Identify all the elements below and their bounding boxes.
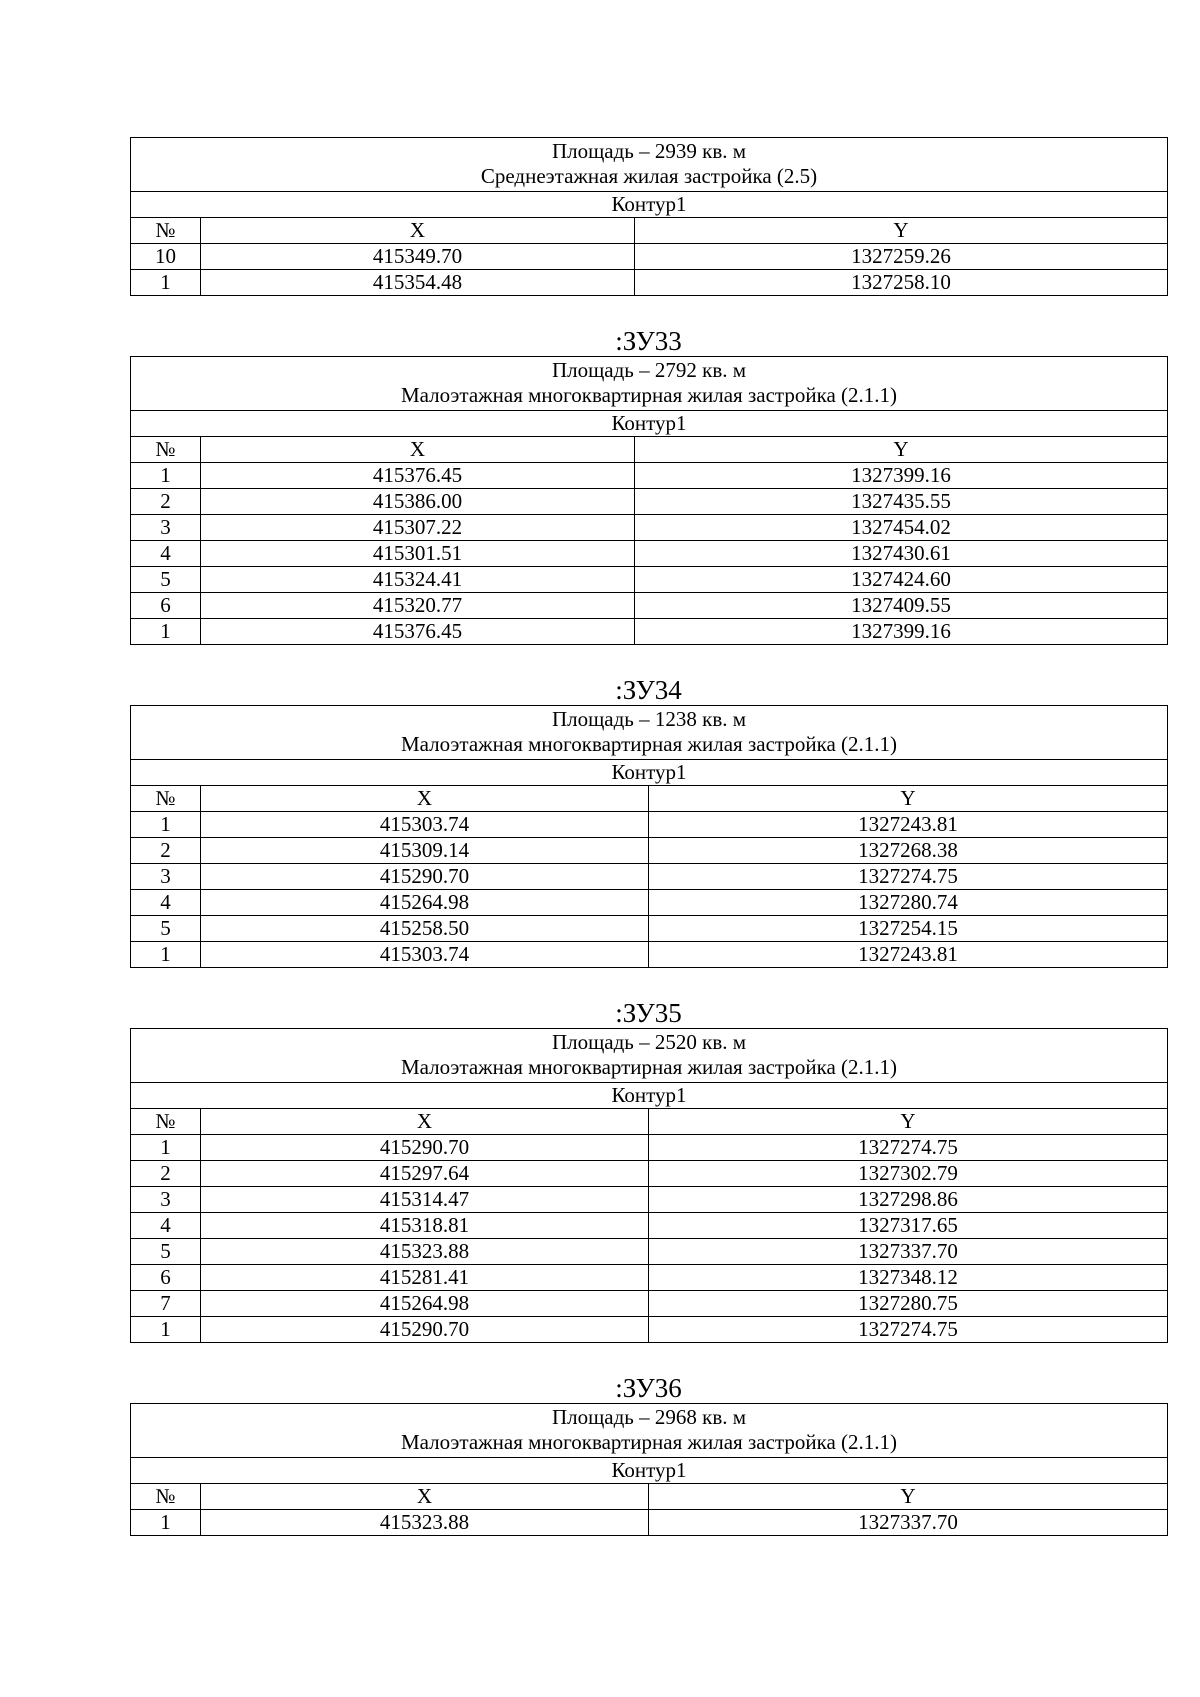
plot-title: :ЗУ35: [615, 998, 682, 1028]
coord-x: 415318.81: [201, 1213, 649, 1239]
plot-block: [130, 137, 1167, 296]
column-header: №: [131, 1484, 201, 1510]
contour-label: Контур1: [131, 192, 1168, 218]
column-header: №: [131, 437, 201, 463]
table-row: [131, 1135, 1168, 1161]
column-header: X: [201, 786, 649, 812]
plot-header: [131, 706, 1168, 760]
coord-y: 1327268.38: [649, 838, 1168, 864]
plot-land-use: Малоэтажная многоквартирная жилая застройка (2.1.1): [400, 732, 898, 756]
coord-y: 1327280.74: [649, 890, 1168, 916]
table-row: [131, 489, 1168, 515]
table-row: [131, 463, 1168, 489]
column-header: Y: [649, 786, 1168, 812]
plot-title: :ЗУ34: [615, 675, 682, 705]
point-number: 5: [131, 916, 201, 942]
plot-block: [130, 998, 1167, 1343]
plot-header: [131, 1029, 1168, 1083]
column-header-row: [131, 218, 1168, 244]
coordinates-table: [130, 137, 1168, 296]
table-row: [131, 619, 1168, 645]
column-header-row: [131, 1484, 1168, 1510]
coord-y: 1327399.16: [635, 619, 1168, 645]
column-header: X: [201, 1484, 649, 1510]
column-header-row: [131, 786, 1168, 812]
table-row: [131, 1265, 1168, 1291]
coord-y: 1327337.70: [649, 1239, 1168, 1265]
coord-x: 415290.70: [201, 864, 649, 890]
coordinates-table: [130, 705, 1168, 968]
coord-x: 415297.64: [201, 1161, 649, 1187]
coord-x: 415281.41: [201, 1265, 649, 1291]
coord-x: 415323.88: [201, 1510, 649, 1536]
plot-title: :ЗУ36: [615, 1373, 682, 1403]
coord-y: 1327274.75: [649, 864, 1168, 890]
coord-x: 415314.47: [201, 1187, 649, 1213]
point-number: 1: [131, 1317, 201, 1343]
plot-area: Площадь – 2968 кв. м: [551, 1405, 747, 1429]
coord-x: 415323.88: [201, 1239, 649, 1265]
table-row: [131, 942, 1168, 968]
plot-land-use: Малоэтажная многоквартирная жилая застройка (2.1.1): [400, 383, 898, 407]
table-row: [131, 244, 1168, 270]
coord-x: 415303.74: [201, 812, 649, 838]
coord-x: 415376.45: [201, 619, 635, 645]
column-header: Y: [635, 437, 1168, 463]
coord-y: 1327280.75: [649, 1291, 1168, 1317]
coord-x: 415386.00: [201, 489, 635, 515]
coord-y: 1327454.02: [635, 515, 1168, 541]
point-number: 3: [131, 1187, 201, 1213]
coord-x: 415301.51: [201, 541, 635, 567]
column-header: X: [201, 1109, 649, 1135]
point-number: 1: [131, 812, 201, 838]
column-header: №: [131, 786, 201, 812]
coord-x: 415354.48: [201, 270, 635, 296]
table-row: [131, 593, 1168, 619]
table-row: [131, 838, 1168, 864]
column-header: X: [201, 437, 635, 463]
column-header-row: [131, 437, 1168, 463]
coord-x: 415307.22: [201, 515, 635, 541]
table-row: [131, 812, 1168, 838]
contour-label: Контур1: [131, 411, 1168, 437]
coord-x: 415290.70: [201, 1317, 649, 1343]
table-row: [131, 1239, 1168, 1265]
table-row: [131, 1291, 1168, 1317]
column-header-row: [131, 1109, 1168, 1135]
contour-label: Контур1: [131, 1458, 1168, 1484]
table-row: [131, 916, 1168, 942]
coord-x: 415258.50: [201, 916, 649, 942]
point-number: 1: [131, 942, 201, 968]
coord-x: 415349.70: [201, 244, 635, 270]
plot-block: [130, 1373, 1167, 1536]
coordinates-table: [130, 1028, 1168, 1343]
coord-x: 415264.98: [201, 1291, 649, 1317]
coord-x: 415290.70: [201, 1135, 649, 1161]
coord-y: 1327274.75: [649, 1135, 1168, 1161]
coord-y: 1327409.55: [635, 593, 1168, 619]
point-number: 3: [131, 515, 201, 541]
plot-land-use: Среднеэтажная жилая застройка (2.5): [480, 164, 818, 188]
coord-x: 415320.77: [201, 593, 635, 619]
column-header: X: [201, 218, 635, 244]
plot-area: Площадь – 2792 кв. м: [551, 358, 747, 382]
plot-area: Площадь – 2520 кв. м: [551, 1030, 747, 1054]
coord-y: 1327337.70: [649, 1510, 1168, 1536]
coord-y: 1327274.75: [649, 1317, 1168, 1343]
coord-y: 1327424.60: [635, 567, 1168, 593]
coord-x: 415303.74: [201, 942, 649, 968]
coord-y: 1327317.65: [649, 1213, 1168, 1239]
table-row: [131, 515, 1168, 541]
point-number: 1: [131, 1510, 201, 1536]
table-row: [131, 864, 1168, 890]
coord-y: 1327259.26: [635, 244, 1168, 270]
coord-y: 1327254.15: [649, 916, 1168, 942]
plot-block: [130, 326, 1167, 645]
point-number: 6: [131, 593, 201, 619]
table-row: [131, 270, 1168, 296]
plot-land-use: Малоэтажная многоквартирная жилая застройка (2.1.1): [400, 1430, 898, 1454]
point-number: 3: [131, 864, 201, 890]
point-number: 2: [131, 838, 201, 864]
table-row: [131, 1187, 1168, 1213]
point-number: 1: [131, 463, 201, 489]
point-number: 1: [131, 1135, 201, 1161]
table-row: [131, 567, 1168, 593]
coord-y: 1327435.55: [635, 489, 1168, 515]
point-number: 1: [131, 270, 201, 296]
plot-header: [131, 1404, 1168, 1458]
contour-label: Контур1: [131, 760, 1168, 786]
point-number: 5: [131, 1239, 201, 1265]
point-number: 6: [131, 1265, 201, 1291]
plot-header: [131, 138, 1168, 192]
coordinates-table: [130, 356, 1168, 645]
coord-y: 1327430.61: [635, 541, 1168, 567]
table-row: [131, 541, 1168, 567]
coord-y: 1327348.12: [649, 1265, 1168, 1291]
table-row: [131, 1317, 1168, 1343]
plot-title: :ЗУ33: [615, 326, 682, 356]
coordinates-table: [130, 1403, 1168, 1536]
point-number: 2: [131, 1161, 201, 1187]
point-number: 7: [131, 1291, 201, 1317]
coord-y: 1327243.81: [649, 812, 1168, 838]
coord-y: 1327243.81: [649, 942, 1168, 968]
plot-area: Площадь – 1238 кв. м: [551, 707, 747, 731]
coord-x: 415324.41: [201, 567, 635, 593]
point-number: 1: [131, 619, 201, 645]
point-number: 4: [131, 1213, 201, 1239]
table-row: [131, 1161, 1168, 1187]
point-number: 4: [131, 890, 201, 916]
column-header: №: [131, 1109, 201, 1135]
coord-x: 415264.98: [201, 890, 649, 916]
point-number: 10: [131, 244, 201, 270]
table-row: [131, 890, 1168, 916]
coord-y: 1327399.16: [635, 463, 1168, 489]
table-row: [131, 1213, 1168, 1239]
plot-header: [131, 357, 1168, 411]
coord-y: 1327298.86: [649, 1187, 1168, 1213]
point-number: 5: [131, 567, 201, 593]
coord-x: 415309.14: [201, 838, 649, 864]
coord-y: 1327258.10: [635, 270, 1168, 296]
document-page: [130, 137, 1167, 1566]
plot-area: Площадь – 2939 кв. м: [551, 139, 747, 163]
column-header: Y: [649, 1109, 1168, 1135]
coord-y: 1327302.79: [649, 1161, 1168, 1187]
column-header: №: [131, 218, 201, 244]
column-header: Y: [649, 1484, 1168, 1510]
plot-land-use: Малоэтажная многоквартирная жилая застройка (2.1.1): [400, 1055, 898, 1079]
coord-x: 415376.45: [201, 463, 635, 489]
contour-label: Контур1: [131, 1083, 1168, 1109]
plot-block: [130, 675, 1167, 968]
point-number: 2: [131, 489, 201, 515]
column-header: Y: [635, 218, 1168, 244]
table-row: [131, 1510, 1168, 1536]
point-number: 4: [131, 541, 201, 567]
